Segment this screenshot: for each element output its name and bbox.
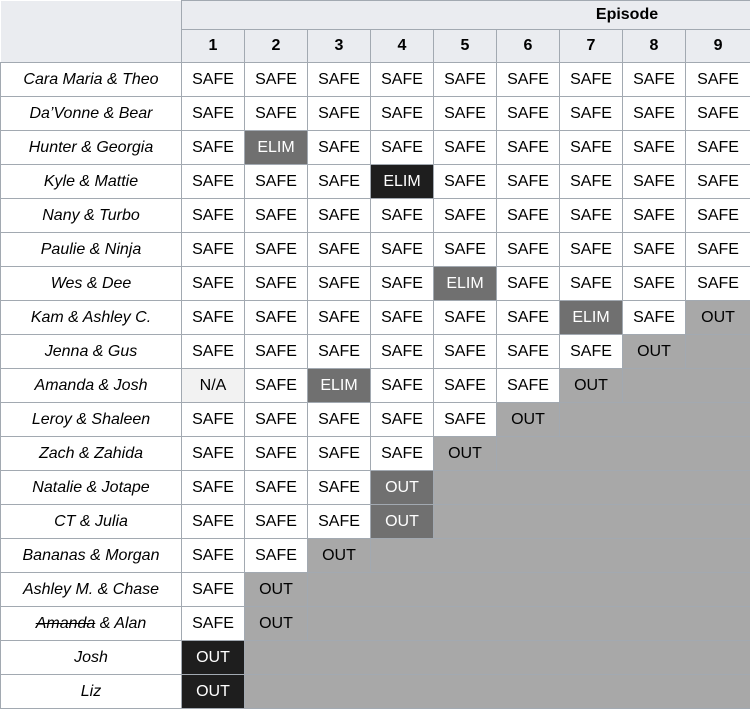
status-cell: SAFE [182, 199, 245, 233]
episode-number-6: 6 [497, 30, 560, 63]
status-cell: SAFE [623, 301, 686, 335]
status-cell: SAFE [497, 165, 560, 199]
contestant-name: Wes & Dee [1, 267, 182, 301]
status-cell: SAFE [560, 335, 623, 369]
status-cell: SAFE [623, 97, 686, 131]
status-cell: ELIM [434, 267, 497, 301]
contestant-name: Da’Vonne & Bear [1, 97, 182, 131]
table-row [1, 199, 750, 233]
table-row [1, 97, 750, 131]
table-row [1, 641, 750, 675]
status-cell: OUT [434, 437, 497, 471]
contestant-name: Josh [1, 641, 182, 675]
table-row [1, 437, 750, 471]
status-cell: SAFE [182, 573, 245, 607]
status-cell: SAFE [497, 233, 560, 267]
status-cell: OUT [245, 607, 308, 641]
contestant-name [1, 607, 182, 641]
table-row [1, 403, 750, 437]
status-cell: OUT [371, 505, 434, 539]
status-cell: SAFE [371, 131, 434, 165]
eliminated-filler [434, 471, 750, 505]
eliminated-filler [245, 641, 750, 675]
eliminated-filler [434, 505, 750, 539]
contestant-name-rest: & Alan [95, 615, 146, 632]
status-cell: SAFE [371, 403, 434, 437]
table-body [1, 63, 750, 709]
status-cell: SAFE [371, 335, 434, 369]
status-cell: N/A [182, 369, 245, 403]
contestant-name: Jenna & Gus [1, 335, 182, 369]
status-cell: SAFE [560, 165, 623, 199]
status-cell: SAFE [182, 233, 245, 267]
status-cell: SAFE [560, 199, 623, 233]
status-cell: SAFE [308, 199, 371, 233]
episode-number-8: 8 [623, 30, 686, 63]
episode-number-7: 7 [560, 30, 623, 63]
contestant-name: Hunter & Georgia [1, 131, 182, 165]
status-cell: SAFE [245, 233, 308, 267]
status-cell: SAFE [371, 199, 434, 233]
status-cell: SAFE [245, 335, 308, 369]
contestant-name: CT & Julia [1, 505, 182, 539]
table-row [1, 131, 750, 165]
status-cell: SAFE [308, 301, 371, 335]
status-cell: SAFE [623, 233, 686, 267]
contestant-name: Paulie & Ninja [1, 233, 182, 267]
contestant-name: Liz [1, 675, 182, 709]
status-cell: SAFE [434, 199, 497, 233]
status-cell: SAFE [308, 335, 371, 369]
status-cell: SAFE [308, 267, 371, 301]
episode-number-4: 4 [371, 30, 434, 63]
status-cell: SAFE [182, 335, 245, 369]
status-cell: OUT [371, 471, 434, 505]
eliminated-filler [560, 403, 750, 437]
status-cell: SAFE [182, 607, 245, 641]
table-row [1, 675, 750, 709]
status-cell: SAFE [308, 505, 371, 539]
status-cell: ELIM [245, 131, 308, 165]
status-cell: SAFE [623, 199, 686, 233]
contestant-name: Ashley M. & Chase [1, 573, 182, 607]
status-cell: SAFE [245, 403, 308, 437]
contestant-name: Kyle & Mattie [1, 165, 182, 199]
status-cell: SAFE [497, 369, 560, 403]
status-cell: ELIM [308, 369, 371, 403]
status-cell: SAFE [182, 301, 245, 335]
status-cell: OUT [560, 369, 623, 403]
status-cell: SAFE [308, 97, 371, 131]
episode-number-2: 2 [245, 30, 308, 63]
status-cell: OUT [245, 573, 308, 607]
status-cell: SAFE [686, 63, 750, 97]
contestant-name: Kam & Ashley C. [1, 301, 182, 335]
status-cell: SAFE [245, 63, 308, 97]
contestant-name: Amanda & Josh [1, 369, 182, 403]
eliminated-filler [245, 675, 750, 709]
status-cell: SAFE [182, 471, 245, 505]
status-cell: SAFE [182, 267, 245, 301]
table-row [1, 165, 750, 199]
status-cell: SAFE [245, 97, 308, 131]
status-cell: SAFE [560, 63, 623, 97]
table-row [1, 63, 750, 97]
status-cell: SAFE [182, 437, 245, 471]
status-cell: SAFE [308, 63, 371, 97]
status-cell: SAFE [182, 539, 245, 573]
status-cell: SAFE [686, 233, 750, 267]
table-row [1, 505, 750, 539]
status-cell: SAFE [434, 403, 497, 437]
status-cell: OUT [623, 335, 686, 369]
status-cell: SAFE [371, 63, 434, 97]
table-row [1, 471, 750, 505]
status-cell: SAFE [245, 471, 308, 505]
table-row [1, 539, 750, 573]
status-cell: OUT [497, 403, 560, 437]
status-cell: SAFE [308, 165, 371, 199]
status-cell: SAFE [497, 267, 560, 301]
status-cell: SAFE [560, 131, 623, 165]
status-cell: SAFE [308, 471, 371, 505]
status-cell: SAFE [623, 165, 686, 199]
table-row [1, 335, 750, 369]
eliminated-filler [371, 539, 750, 573]
status-cell: SAFE [623, 267, 686, 301]
eliminated-filler [308, 573, 750, 607]
contestant-name: Bananas & Morgan [1, 539, 182, 573]
status-cell: SAFE [434, 131, 497, 165]
status-cell: SAFE [245, 267, 308, 301]
status-cell: SAFE [245, 539, 308, 573]
status-cell: SAFE [371, 369, 434, 403]
status-cell: SAFE [182, 131, 245, 165]
contestant-name: Nany & Turbo [1, 199, 182, 233]
status-cell: SAFE [245, 301, 308, 335]
eliminated-filler [308, 607, 750, 641]
episode-number-1: 1 [182, 30, 245, 63]
status-cell: SAFE [434, 165, 497, 199]
status-cell: SAFE [497, 131, 560, 165]
status-cell: SAFE [560, 267, 623, 301]
status-cell: SAFE [434, 301, 497, 335]
table-row [1, 233, 750, 267]
episode-number-9: 9 [686, 30, 750, 63]
struck-name: Amanda [36, 615, 96, 632]
table-row [1, 267, 750, 301]
status-cell: SAFE [497, 199, 560, 233]
episode-header: Episode [182, 1, 750, 30]
status-cell: OUT [182, 641, 245, 675]
episode-number-5: 5 [434, 30, 497, 63]
contestant-name: Leroy & Shaleen [1, 403, 182, 437]
contestant-name: Cara Maria & Theo [1, 63, 182, 97]
status-cell: SAFE [371, 233, 434, 267]
status-cell: SAFE [245, 199, 308, 233]
status-cell: OUT [308, 539, 371, 573]
status-cell: SAFE [686, 267, 750, 301]
contestant-name: Natalie & Jotape [1, 471, 182, 505]
status-cell: SAFE [686, 97, 750, 131]
status-cell: SAFE [434, 369, 497, 403]
eliminated-filler [623, 369, 750, 403]
status-cell: SAFE [308, 233, 371, 267]
table-corner [1, 1, 182, 63]
status-cell: SAFE [560, 97, 623, 131]
status-cell: SAFE [182, 97, 245, 131]
status-cell: SAFE [497, 335, 560, 369]
status-cell: SAFE [371, 437, 434, 471]
status-cell: SAFE [182, 403, 245, 437]
table-row [1, 301, 750, 335]
status-cell: SAFE [245, 437, 308, 471]
table-row [1, 607, 750, 641]
eliminated-filler [497, 437, 750, 471]
status-cell: SAFE [182, 165, 245, 199]
status-cell: SAFE [434, 97, 497, 131]
status-cell: SAFE [560, 233, 623, 267]
status-cell: SAFE [308, 131, 371, 165]
status-cell: OUT [686, 301, 750, 335]
episode-number-3: 3 [308, 30, 371, 63]
table-row [1, 369, 750, 403]
status-cell: SAFE [686, 165, 750, 199]
status-cell: SAFE [245, 165, 308, 199]
status-cell: ELIM [371, 165, 434, 199]
status-cell: SAFE [623, 63, 686, 97]
status-cell: SAFE [371, 267, 434, 301]
status-cell: SAFE [371, 301, 434, 335]
status-cell: SAFE [686, 199, 750, 233]
status-cell: SAFE [686, 131, 750, 165]
status-cell: SAFE [497, 97, 560, 131]
status-cell: SAFE [434, 335, 497, 369]
status-cell: SAFE [308, 437, 371, 471]
status-cell: SAFE [434, 233, 497, 267]
status-cell: SAFE [371, 97, 434, 131]
status-cell: OUT [182, 675, 245, 709]
status-cell: SAFE [434, 63, 497, 97]
status-cell: SAFE [623, 131, 686, 165]
status-cell: ELIM [560, 301, 623, 335]
status-cell: SAFE [245, 505, 308, 539]
status-cell: SAFE [245, 369, 308, 403]
contestant-name: Zach & Zahida [1, 437, 182, 471]
status-cell: SAFE [182, 505, 245, 539]
status-cell: SAFE [308, 403, 371, 437]
status-cell: SAFE [182, 63, 245, 97]
status-cell: SAFE [497, 63, 560, 97]
status-cell: SAFE [497, 301, 560, 335]
table-row [1, 573, 750, 607]
eliminated-filler [686, 335, 750, 369]
